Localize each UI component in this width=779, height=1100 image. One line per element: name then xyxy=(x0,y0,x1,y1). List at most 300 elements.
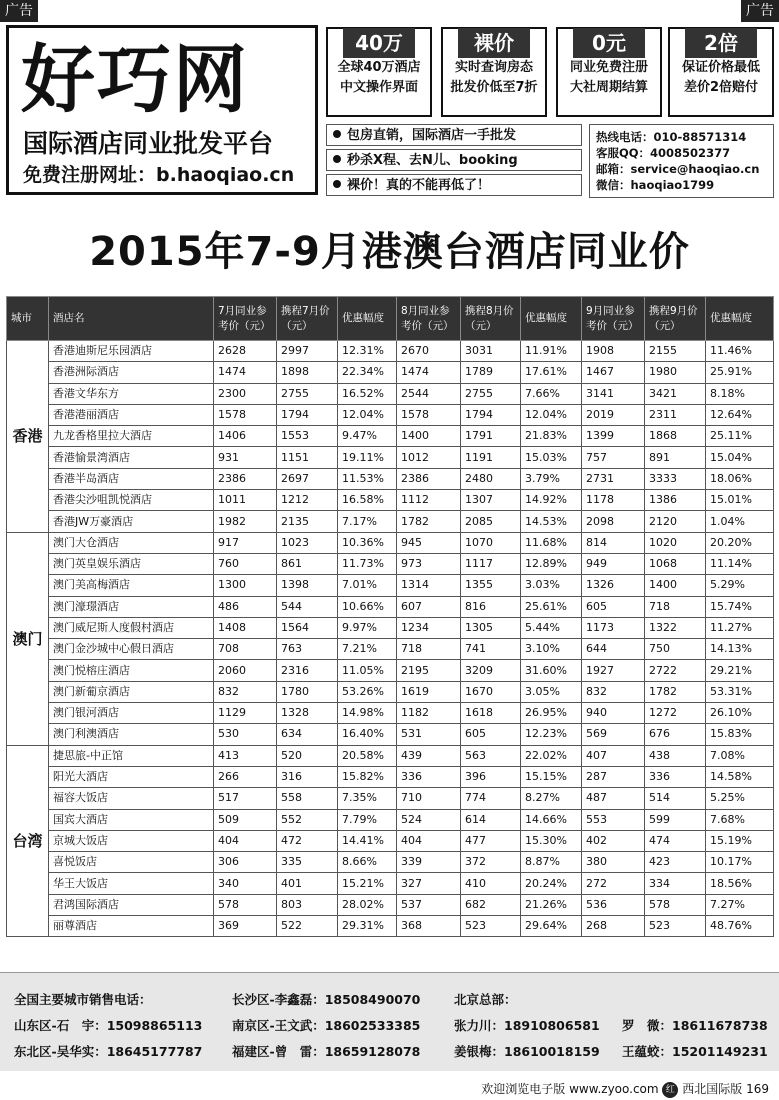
price-cell: 369 xyxy=(214,916,277,937)
hotel-name-cell: 京城大饭店 xyxy=(49,830,214,851)
feature-line: 差价2倍赔付 xyxy=(683,80,759,95)
price-cell: 14.41% xyxy=(338,830,397,851)
price-cell: 20.58% xyxy=(338,745,397,766)
price-cell: 7.01% xyxy=(338,575,397,596)
price-cell: 523 xyxy=(461,916,521,937)
price-cell: 22.34% xyxy=(338,362,397,383)
hotel-name-cell: 澳门金沙城中心假日酒店 xyxy=(49,639,214,660)
price-cell: 2155 xyxy=(645,341,706,362)
price-cell: 272 xyxy=(582,873,645,894)
price-cell: 401 xyxy=(277,873,338,894)
price-cell: 1129 xyxy=(214,703,277,724)
price-cell: 18.56% xyxy=(706,873,774,894)
table-row xyxy=(7,511,774,532)
table-row xyxy=(7,532,774,553)
price-cell: 287 xyxy=(582,766,645,787)
sales-col-3 xyxy=(454,987,600,1065)
feature-head: 40万 xyxy=(343,28,415,58)
price-cell: 15.74% xyxy=(706,596,774,617)
price-cell: 15.21% xyxy=(338,873,397,894)
table-body xyxy=(7,341,774,937)
price-cell: 1011 xyxy=(214,490,277,511)
price-cell: 11.46% xyxy=(706,341,774,362)
price-cell: 368 xyxy=(397,916,461,937)
price-cell: 3.10% xyxy=(521,639,582,660)
price-cell: 644 xyxy=(582,639,645,660)
price-cell: 1868 xyxy=(645,426,706,447)
price-cell: 14.13% xyxy=(706,639,774,660)
price-cell: 536 xyxy=(582,894,645,915)
price-cell: 1173 xyxy=(582,617,645,638)
price-cell: 26.95% xyxy=(521,703,582,724)
column-header: 优惠幅度 xyxy=(338,297,397,341)
price-cell: 945 xyxy=(397,532,461,553)
hotel-name-cell: 香港文华东方 xyxy=(49,383,214,404)
price-cell: 614 xyxy=(461,809,521,830)
price-cell: 1068 xyxy=(645,553,706,574)
bullet-item: 包房直销，国际酒店一手批发 xyxy=(326,124,582,146)
price-cell: 861 xyxy=(277,553,338,574)
price-cell: 9.47% xyxy=(338,426,397,447)
price-cell: 8.66% xyxy=(338,852,397,873)
price-cell: 12.23% xyxy=(521,724,582,745)
price-cell: 14.58% xyxy=(706,766,774,787)
price-cell: 11.05% xyxy=(338,660,397,681)
price-cell: 1400 xyxy=(645,575,706,596)
price-cell: 605 xyxy=(461,724,521,745)
price-cell: 2628 xyxy=(214,341,277,362)
price-cell: 11.73% xyxy=(338,553,397,574)
price-cell: 20.20% xyxy=(706,532,774,553)
price-cell: 2480 xyxy=(461,468,521,489)
price-cell: 931 xyxy=(214,447,277,468)
price-cell: 48.76% xyxy=(706,916,774,937)
table-row xyxy=(7,447,774,468)
price-cell: 15.04% xyxy=(706,447,774,468)
price-cell: 1272 xyxy=(645,703,706,724)
price-cell: 1908 xyxy=(582,341,645,362)
price-cell: 1314 xyxy=(397,575,461,596)
price-cell: 3.79% xyxy=(521,468,582,489)
register-url[interactable]: 免费注册网址：b.haoqiao.cn xyxy=(23,164,295,186)
table-row xyxy=(7,788,774,809)
price-cell: 334 xyxy=(645,873,706,894)
price-cell: 29.21% xyxy=(706,660,774,681)
price-cell: 537 xyxy=(397,894,461,915)
hotel-name-cell: 澳门美高梅酒店 xyxy=(49,575,214,596)
price-cell: 268 xyxy=(582,916,645,937)
price-cell: 16.52% xyxy=(338,383,397,404)
price-cell: 25.11% xyxy=(706,426,774,447)
price-cell: 12.89% xyxy=(521,553,582,574)
price-cell: 404 xyxy=(397,830,461,851)
city-cell: 澳门 xyxy=(7,532,49,745)
price-cell: 578 xyxy=(645,894,706,915)
price-cell: 3141 xyxy=(582,383,645,404)
sales-line: 长沙区-李鑫磊：18508490070 xyxy=(232,992,421,1007)
sales-contacts xyxy=(0,972,779,1071)
price-cell: 306 xyxy=(214,852,277,873)
price-cell: 12.64% xyxy=(706,404,774,425)
price-cell: 531 xyxy=(397,724,461,745)
sales-line: 张力川：18910806581 xyxy=(454,1018,600,1033)
hong-logo-icon: 红 xyxy=(662,1082,678,1098)
feature-box-4 xyxy=(668,27,774,117)
wechat: 微信：haoqiao1799 xyxy=(596,178,715,192)
price-cell: 3209 xyxy=(461,660,521,681)
price-cell: 2195 xyxy=(397,660,461,681)
bullet-dot-icon xyxy=(333,155,341,163)
price-cell: 18.06% xyxy=(706,468,774,489)
column-header: 携程8月价（元） xyxy=(461,297,521,341)
price-cell: 676 xyxy=(645,724,706,745)
logo-box xyxy=(6,25,318,195)
hotel-name-cell: 香港洲际酒店 xyxy=(49,362,214,383)
price-cell: 1898 xyxy=(277,362,338,383)
price-cell: 1.04% xyxy=(706,511,774,532)
price-cell: 11.27% xyxy=(706,617,774,638)
price-cell: 12.31% xyxy=(338,341,397,362)
feature-line: 大社周期结算 xyxy=(569,80,648,95)
price-cell: 25.61% xyxy=(521,596,582,617)
price-cell: 1578 xyxy=(397,404,461,425)
price-cell: 803 xyxy=(277,894,338,915)
price-cell: 2019 xyxy=(582,404,645,425)
price-cell: 1178 xyxy=(582,490,645,511)
feature-line: 批发价低至7折 xyxy=(450,80,538,95)
price-cell: 760 xyxy=(214,553,277,574)
sales-line: 罗 微：18611678738 xyxy=(622,1018,768,1033)
footer-website[interactable]: 欢迎浏览电子版 www.zyoo.com xyxy=(481,1082,659,1096)
price-cell: 1020 xyxy=(645,532,706,553)
price-cell: 2135 xyxy=(277,511,338,532)
bullet-item: 秒杀X程、去N儿、booking xyxy=(326,149,582,171)
price-cell: 607 xyxy=(397,596,461,617)
price-cell: 2300 xyxy=(214,383,277,404)
table-row xyxy=(7,809,774,830)
price-cell: 5.25% xyxy=(706,788,774,809)
price-cell: 19.11% xyxy=(338,447,397,468)
price-cell: 316 xyxy=(277,766,338,787)
price-cell: 2386 xyxy=(214,468,277,489)
table-row xyxy=(7,703,774,724)
price-cell: 523 xyxy=(645,916,706,937)
price-cell: 599 xyxy=(645,809,706,830)
hotel-name-cell: 澳门英皇娱乐酒店 xyxy=(49,553,214,574)
price-cell: 949 xyxy=(582,553,645,574)
price-cell: 2544 xyxy=(397,383,461,404)
hotel-name-cell: 国宾大酒店 xyxy=(49,809,214,830)
bullet-list xyxy=(326,124,582,199)
table-row xyxy=(7,468,774,489)
price-cell: 10.17% xyxy=(706,852,774,873)
table-row xyxy=(7,553,774,574)
price-cell: 774 xyxy=(461,788,521,809)
hotel-name-cell: 澳门银河酒店 xyxy=(49,703,214,724)
price-cell: 2316 xyxy=(277,660,338,681)
price-cell: 21.83% xyxy=(521,426,582,447)
hotel-name-cell: 香港半岛酒店 xyxy=(49,468,214,489)
price-cell: 1553 xyxy=(277,426,338,447)
price-cell: 472 xyxy=(277,830,338,851)
price-cell: 2731 xyxy=(582,468,645,489)
service-qq: 客服QQ：4008502377 xyxy=(596,146,731,160)
price-cell: 578 xyxy=(214,894,277,915)
price-cell: 2755 xyxy=(277,383,338,404)
price-cell: 11.68% xyxy=(521,532,582,553)
table-row xyxy=(7,426,774,447)
hotel-name-cell: 澳门利澳酒店 xyxy=(49,724,214,745)
price-cell: 21.26% xyxy=(521,894,582,915)
price-cell: 22.02% xyxy=(521,745,582,766)
price-cell: 1322 xyxy=(645,617,706,638)
price-cell: 407 xyxy=(582,745,645,766)
hotel-name-cell: 香港迪斯尼乐园酒店 xyxy=(49,341,214,362)
price-cell: 15.83% xyxy=(706,724,774,745)
email[interactable]: 邮箱：service@haoqiao.cn xyxy=(596,162,760,176)
column-header: 优惠幅度 xyxy=(706,297,774,341)
price-cell: 2386 xyxy=(397,468,461,489)
sales-col-1 xyxy=(14,987,202,1065)
price-cell: 15.15% xyxy=(521,766,582,787)
price-cell: 14.98% xyxy=(338,703,397,724)
price-cell: 891 xyxy=(645,447,706,468)
price-cell: 1234 xyxy=(397,617,461,638)
table-row xyxy=(7,575,774,596)
bullet-dot-icon xyxy=(333,130,341,138)
table-row xyxy=(7,362,774,383)
column-header: 酒店名 xyxy=(49,297,214,341)
price-cell: 29.31% xyxy=(338,916,397,937)
table-row xyxy=(7,660,774,681)
price-cell: 1212 xyxy=(277,490,338,511)
sales-heading: 全国主要城市销售电话： xyxy=(14,992,152,1007)
price-cell: 53.26% xyxy=(338,681,397,702)
feature-box-1 xyxy=(326,27,432,117)
price-cell: 514 xyxy=(645,788,706,809)
feature-head: 0元 xyxy=(573,28,645,58)
price-cell: 634 xyxy=(277,724,338,745)
hotel-name-cell: 香港港丽酒店 xyxy=(49,404,214,425)
price-cell: 8.18% xyxy=(706,383,774,404)
contact-box xyxy=(589,124,774,198)
sales-spacer xyxy=(622,987,768,1013)
price-cell: 8.27% xyxy=(521,788,582,809)
feature-line: 同业免费注册 xyxy=(569,60,648,75)
table-row xyxy=(7,916,774,937)
price-cell: 3421 xyxy=(645,383,706,404)
price-cell: 552 xyxy=(277,809,338,830)
price-cell: 7.79% xyxy=(338,809,397,830)
price-cell: 1794 xyxy=(461,404,521,425)
price-cell: 2997 xyxy=(277,341,338,362)
price-cell: 710 xyxy=(397,788,461,809)
sales-line: 福建区-曾 雷：18659128078 xyxy=(232,1044,421,1059)
price-cell: 7.66% xyxy=(521,383,582,404)
logo-name: 好巧网 xyxy=(21,37,249,123)
sales-line: 东北区-吴华实：18645177787 xyxy=(14,1044,203,1059)
price-cell: 1386 xyxy=(645,490,706,511)
hotel-name-cell: 阳光大酒店 xyxy=(49,766,214,787)
table-row xyxy=(7,617,774,638)
price-cell: 1326 xyxy=(582,575,645,596)
price-cell: 486 xyxy=(214,596,277,617)
price-cell: 10.66% xyxy=(338,596,397,617)
price-cell: 7.27% xyxy=(706,894,774,915)
column-header: 携程9月价（元） xyxy=(645,297,706,341)
price-cell: 741 xyxy=(461,639,521,660)
price-cell: 266 xyxy=(214,766,277,787)
table-header-row xyxy=(7,297,774,341)
price-cell: 2120 xyxy=(645,511,706,532)
price-cell: 553 xyxy=(582,809,645,830)
price-cell: 396 xyxy=(461,766,521,787)
price-cell: 335 xyxy=(277,852,338,873)
price-cell: 1399 xyxy=(582,426,645,447)
hotel-name-cell: 捷思旅-中正馆 xyxy=(49,745,214,766)
price-cell: 14.53% xyxy=(521,511,582,532)
price-cell: 1182 xyxy=(397,703,461,724)
price-cell: 1782 xyxy=(397,511,461,532)
price-cell: 1112 xyxy=(397,490,461,511)
price-cell: 1023 xyxy=(277,532,338,553)
price-cell: 474 xyxy=(645,830,706,851)
sales-line: 山东区-石 宇：15098865113 xyxy=(14,1018,203,1033)
price-cell: 1782 xyxy=(645,681,706,702)
price-cell: 12.04% xyxy=(521,404,582,425)
price-cell: 522 xyxy=(277,916,338,937)
price-cell: 2060 xyxy=(214,660,277,681)
price-cell: 16.40% xyxy=(338,724,397,745)
table-row xyxy=(7,490,774,511)
price-cell: 29.64% xyxy=(521,916,582,937)
price-cell: 1474 xyxy=(214,362,277,383)
city-cell: 香港 xyxy=(7,341,49,533)
page-number: 169 xyxy=(746,1082,769,1096)
table-row xyxy=(7,383,774,404)
price-cell: 15.82% xyxy=(338,766,397,787)
price-cell: 3333 xyxy=(645,468,706,489)
price-cell: 336 xyxy=(645,766,706,787)
table-row xyxy=(7,596,774,617)
price-cell: 682 xyxy=(461,894,521,915)
price-cell: 1474 xyxy=(397,362,461,383)
page-footer xyxy=(481,1080,769,1098)
price-cell: 718 xyxy=(397,639,461,660)
feature-line: 保证价格最低 xyxy=(681,60,760,75)
price-cell: 2085 xyxy=(461,511,521,532)
price-cell: 832 xyxy=(214,681,277,702)
price-cell: 404 xyxy=(214,830,277,851)
price-cell: 517 xyxy=(214,788,277,809)
price-cell: 917 xyxy=(214,532,277,553)
table-row xyxy=(7,341,774,362)
price-table xyxy=(6,296,774,937)
price-cell: 1789 xyxy=(461,362,521,383)
feature-head: 裸价 xyxy=(458,28,530,58)
price-cell: 402 xyxy=(582,830,645,851)
price-cell: 340 xyxy=(214,873,277,894)
price-cell: 544 xyxy=(277,596,338,617)
hotel-name-cell: 澳门濠璟酒店 xyxy=(49,596,214,617)
price-cell: 31.60% xyxy=(521,660,582,681)
price-cell: 1982 xyxy=(214,511,277,532)
hotel-name-cell: 澳门新葡京酒店 xyxy=(49,681,214,702)
price-cell: 1980 xyxy=(645,362,706,383)
hotel-name-cell: 香港愉景湾酒店 xyxy=(49,447,214,468)
price-cell: 15.01% xyxy=(706,490,774,511)
price-cell: 763 xyxy=(277,639,338,660)
edition-label: 西北国际版 xyxy=(682,1082,743,1096)
column-header: 城市 xyxy=(7,297,49,341)
feature-line: 中文操作界面 xyxy=(339,80,418,95)
price-cell: 14.66% xyxy=(521,809,582,830)
price-cell: 1151 xyxy=(277,447,338,468)
price-cell: 1408 xyxy=(214,617,277,638)
feature-line: 实时查询房态 xyxy=(454,60,533,75)
table-row xyxy=(7,724,774,745)
price-cell: 563 xyxy=(461,745,521,766)
price-cell: 1467 xyxy=(582,362,645,383)
price-cell: 423 xyxy=(645,852,706,873)
price-cell: 520 xyxy=(277,745,338,766)
table-row xyxy=(7,639,774,660)
price-cell: 814 xyxy=(582,532,645,553)
price-cell: 1300 xyxy=(214,575,277,596)
feature-box-3 xyxy=(556,27,662,117)
price-cell: 14.92% xyxy=(521,490,582,511)
price-cell: 1117 xyxy=(461,553,521,574)
price-cell: 12.04% xyxy=(338,404,397,425)
price-cell: 524 xyxy=(397,809,461,830)
column-header: 7月同业参考价（元） xyxy=(214,297,277,341)
hotel-name-cell: 澳门大仓酒店 xyxy=(49,532,214,553)
price-cell: 3.05% xyxy=(521,681,582,702)
price-cell: 413 xyxy=(214,745,277,766)
table-row xyxy=(7,873,774,894)
price-cell: 1619 xyxy=(397,681,461,702)
price-cell: 336 xyxy=(397,766,461,787)
price-cell: 8.87% xyxy=(521,852,582,873)
hotline: 热线电话：010-88571314 xyxy=(596,130,747,144)
price-cell: 7.08% xyxy=(706,745,774,766)
sales-col-4 xyxy=(622,987,768,1065)
table-row xyxy=(7,404,774,425)
price-cell: 15.30% xyxy=(521,830,582,851)
price-cell: 7.68% xyxy=(706,809,774,830)
price-cell: 757 xyxy=(582,447,645,468)
price-cell: 3031 xyxy=(461,341,521,362)
price-cell: 439 xyxy=(397,745,461,766)
price-cell: 1927 xyxy=(582,660,645,681)
price-cell: 438 xyxy=(645,745,706,766)
price-cell: 5.29% xyxy=(706,575,774,596)
hotel-name-cell: 君鸿国际酒店 xyxy=(49,894,214,915)
ad-label-right: 广告 xyxy=(741,0,779,22)
price-cell: 750 xyxy=(645,639,706,660)
price-cell: 339 xyxy=(397,852,461,873)
hotel-name-cell: 香港JW万豪酒店 xyxy=(49,511,214,532)
price-cell: 1328 xyxy=(277,703,338,724)
price-cell: 17.61% xyxy=(521,362,582,383)
price-cell: 7.21% xyxy=(338,639,397,660)
hotel-name-cell: 香港尖沙咀凯悦酒店 xyxy=(49,490,214,511)
price-cell: 15.03% xyxy=(521,447,582,468)
price-cell: 1307 xyxy=(461,490,521,511)
price-cell: 53.31% xyxy=(706,681,774,702)
price-cell: 1670 xyxy=(461,681,521,702)
price-cell: 380 xyxy=(582,852,645,873)
